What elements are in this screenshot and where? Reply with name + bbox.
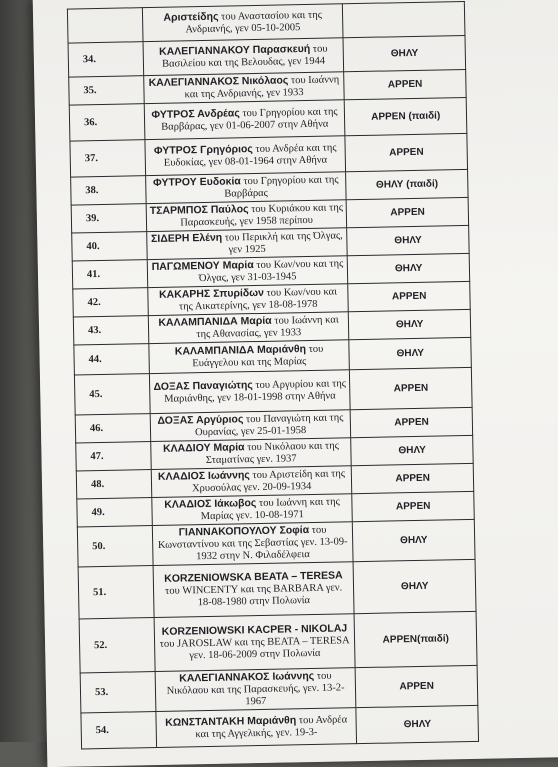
person-details: του Αργυρίου και της Μαριάνθης, γεν 18-01-1998 στην Αθήνα	[164, 378, 347, 405]
gender-cell: ΘΗΛΥ	[348, 253, 470, 283]
person-name: ΚΛΑΔΙΟΣ Ιάκωβος	[164, 497, 257, 511]
person-entry	[143, 72, 344, 104]
person-details: του Ανδρέα και της Ευδοκίας, γεν 08-01-1964 στην Αθήνα	[163, 142, 337, 169]
table-row	[79, 611, 477, 673]
gender-cell: ΘΗΛΥ	[353, 559, 476, 613]
row-number: 44.	[74, 344, 149, 375]
person-name: ΤΣΑΡΜΠΟΣ Παύλος	[149, 203, 249, 218]
person-details: του Ιωάννη και της Αθανασίας, γεν 1933	[196, 314, 339, 341]
gender-cell: ΑΡΡΕΝ	[344, 69, 466, 99]
person-entry	[143, 38, 344, 76]
gender-cell: ΘΗΛΥ	[347, 225, 469, 255]
person-details: του WINCENTY και της BARBARA γεν. 18-08-1980 στην Πολωνία	[164, 582, 343, 609]
row-number: 40.	[72, 232, 147, 261]
gender-cell: ΘΗΛΥ	[343, 35, 465, 71]
row-number: 36.	[69, 104, 144, 141]
person-details: του Ευάγγελου και της Μαρίας	[192, 343, 324, 370]
person-details: του Αναστασίου και της Ανδριανής, γεν 05-10-2005	[185, 9, 322, 36]
person-details: του Βασιλείου και της Βελουδας, γεν 1944	[161, 43, 328, 70]
gender-cell: ΘΗΛΥ	[353, 519, 475, 561]
gender-cell: ΑΡΡΕΝ	[346, 197, 468, 227]
person-name: KORZENIOWSKA BEATA – TERESA	[164, 569, 343, 585]
person-name: ΣΙΔΕΡΗ Ελένη	[150, 231, 223, 246]
person-name: ΚΑΛΕΓΙΑΝΝΑΚΟΥ Παρασκευή	[158, 42, 311, 58]
person-entry	[155, 668, 356, 712]
person-details: του Αριστείδη και της Χρυσούλας γεν. 20-09-1934	[191, 468, 346, 495]
person-name: ΚΑΛΑΜΠΑΝΙΔΑ Μαρία	[158, 314, 272, 329]
person-details: του Κυριάκου και της Παρασκευής, γεν 1958 περίπου	[180, 202, 344, 229]
gender-cell: ΘΗΛΥ	[356, 705, 478, 743]
gender-cell: ΑΡΡΕΝ	[352, 463, 474, 493]
person-entry	[151, 466, 352, 498]
row-number: 47.	[76, 442, 151, 471]
person-name: ΚΑΛΕΓΙΑΝΝΑΚΟΣ Ιωάννης	[179, 669, 315, 685]
person-entry	[149, 370, 350, 414]
row-number	[67, 8, 142, 43]
gender-cell: ΑΡΡΕΝ	[351, 407, 473, 437]
person-details: του Παναγιώτη και της Ουρανίας, γεν 25-01-1958	[194, 412, 344, 439]
person-name: ΦΥΤΡΟΥ Ευδοκία	[153, 175, 241, 189]
person-entry	[154, 614, 356, 672]
person-entry	[148, 284, 349, 316]
row-number: 53.	[80, 672, 156, 713]
gender-cell: ΑΡΡΕΝ	[352, 491, 474, 521]
gender-cell: ΘΗΛΥ (παιδί)	[346, 169, 468, 199]
person-name: KORZENIOWSKI KACPER - NIKOLAJ	[161, 622, 348, 638]
table-row	[78, 559, 476, 619]
registry-table	[67, 1, 479, 750]
person-name: ΚΑΛΑΜΠΑΝΙΔΑ Μαριάνθη	[174, 343, 307, 358]
row-number: 35.	[69, 76, 144, 105]
person-name: ΦΥΤΡΟΣ Ανδρέας	[151, 107, 240, 121]
person-details: του JAROSLAW και της BEATA – TERESA γεν. 18-06-2009 στην Πολωνία	[159, 635, 350, 662]
document-page	[33, 0, 558, 767]
person-details: του Κωνσταντίνου και της Σεβαστίας γεν. 13-09-1932 στην Ν. Φιλαδέλφεια	[157, 524, 348, 563]
gender-cell: ΑΡΡΕΝ(παιδί)	[354, 611, 477, 667]
person-details: του Ανδρέα και της Αγγελικής, γεν. 19-3-	[195, 714, 348, 741]
person-details: του Γρηγορίου και της Βαρβάρας	[224, 174, 339, 200]
person-details: του Κων/νου και της Αικατερίνης, γεν 18-08-1978	[178, 286, 338, 313]
row-number: 43.	[73, 316, 148, 345]
person-name: ΓΙΑΝΝΑΚΟΠΟΥΛΟΥ Σοφία	[178, 524, 310, 539]
person-name: ΔΟΞΑΣ Αργύριος	[157, 413, 244, 427]
person-name: Αριστείδης	[163, 10, 219, 24]
gender-cell: ΑΡΡΕΝ	[350, 367, 472, 409]
row-number: 41.	[72, 260, 147, 289]
row-number: 37.	[70, 140, 145, 177]
row-number: 45.	[74, 374, 150, 415]
person-name: ΚΛΑΔΙΟΥ Μαρία	[162, 441, 245, 455]
gender-cell: ΑΡΡΕΝ (παιδί)	[345, 97, 467, 135]
row-number: 49.	[77, 498, 152, 527]
person-details: του Ιωάννη και της Ανδριανής, γεν 1933	[184, 74, 340, 101]
person-details: του Ιωάννη και της Μαρίας γεν. 10-08-1971	[200, 496, 340, 523]
row-number: 42.	[73, 288, 148, 317]
person-entry	[144, 100, 345, 140]
person-entry	[145, 136, 346, 176]
person-details: του Περικλή και της Όλγας, γεν 1925	[222, 230, 343, 256]
person-entry	[145, 172, 346, 204]
gender-cell: ΘΗΛΥ	[349, 337, 471, 369]
person-details: του Κων/νου και της Όλγας, γεν 31-03-1945	[198, 258, 344, 285]
person-entry	[150, 410, 351, 442]
row-number: 48.	[76, 470, 151, 499]
row-number: 46.	[75, 414, 150, 443]
person-details: του Νικόλαου και της Παρασκευής, γεν. 13-2-1967	[166, 670, 345, 708]
person-entry	[146, 228, 347, 260]
row-number: 54.	[81, 712, 156, 749]
row-number: 52.	[79, 618, 155, 673]
row-number: 50.	[77, 526, 153, 567]
person-name: ΠΑΓΩΜΕΝΟΥ Μαρία	[151, 259, 254, 274]
person-entry	[152, 494, 353, 526]
person-name: ΚΑΛΕΓΙΑΝΝΑΚΟΣ Νικόλαος	[148, 74, 289, 90]
gender-cell: ΘΗΛΥ	[349, 309, 471, 339]
person-entry	[146, 200, 347, 232]
person-entry	[147, 256, 348, 288]
row-number: 39.	[71, 204, 146, 233]
person-entry	[151, 438, 352, 470]
person-entry	[142, 4, 343, 42]
table-row	[81, 705, 479, 749]
person-details: του Νικόλαου και της Σταματίνας γεν. 1937	[205, 440, 339, 467]
person-entry	[152, 522, 353, 566]
person-name: ΚΛΑΔΙΟΣ Ιωάννης	[157, 469, 250, 483]
person-details: του Γρηγορίου και της Βαρβάρας, γεν 01-06-2007 στην Αθήνα	[161, 106, 338, 133]
person-name: ΚΑΚΑΡΗΣ Σπυρίδων	[158, 286, 265, 301]
gender-cell: ΑΡΡΕΝ	[355, 665, 477, 707]
gender-cell: ΑΡΡΕΝ	[345, 133, 467, 171]
row-number: 38.	[71, 176, 146, 205]
person-entry	[149, 340, 350, 374]
person-entry	[153, 562, 355, 618]
gender-cell	[343, 1, 465, 37]
row-number: 51.	[78, 566, 154, 619]
gender-cell: ΘΗΛΥ	[351, 435, 473, 465]
person-name: ΔΟΞΑΣ Παναγιώτης	[153, 379, 253, 394]
person-name: ΦΥΤΡΟΣ Γρηγόριος	[153, 143, 253, 157]
gender-cell: ΑΡΡΕΝ	[348, 281, 470, 311]
person-entry	[148, 312, 349, 344]
person-name: ΚΩΝΣΤΑΝΤΑΚΗ Μαριάνθη	[165, 714, 297, 729]
row-number: 34.	[68, 42, 143, 77]
